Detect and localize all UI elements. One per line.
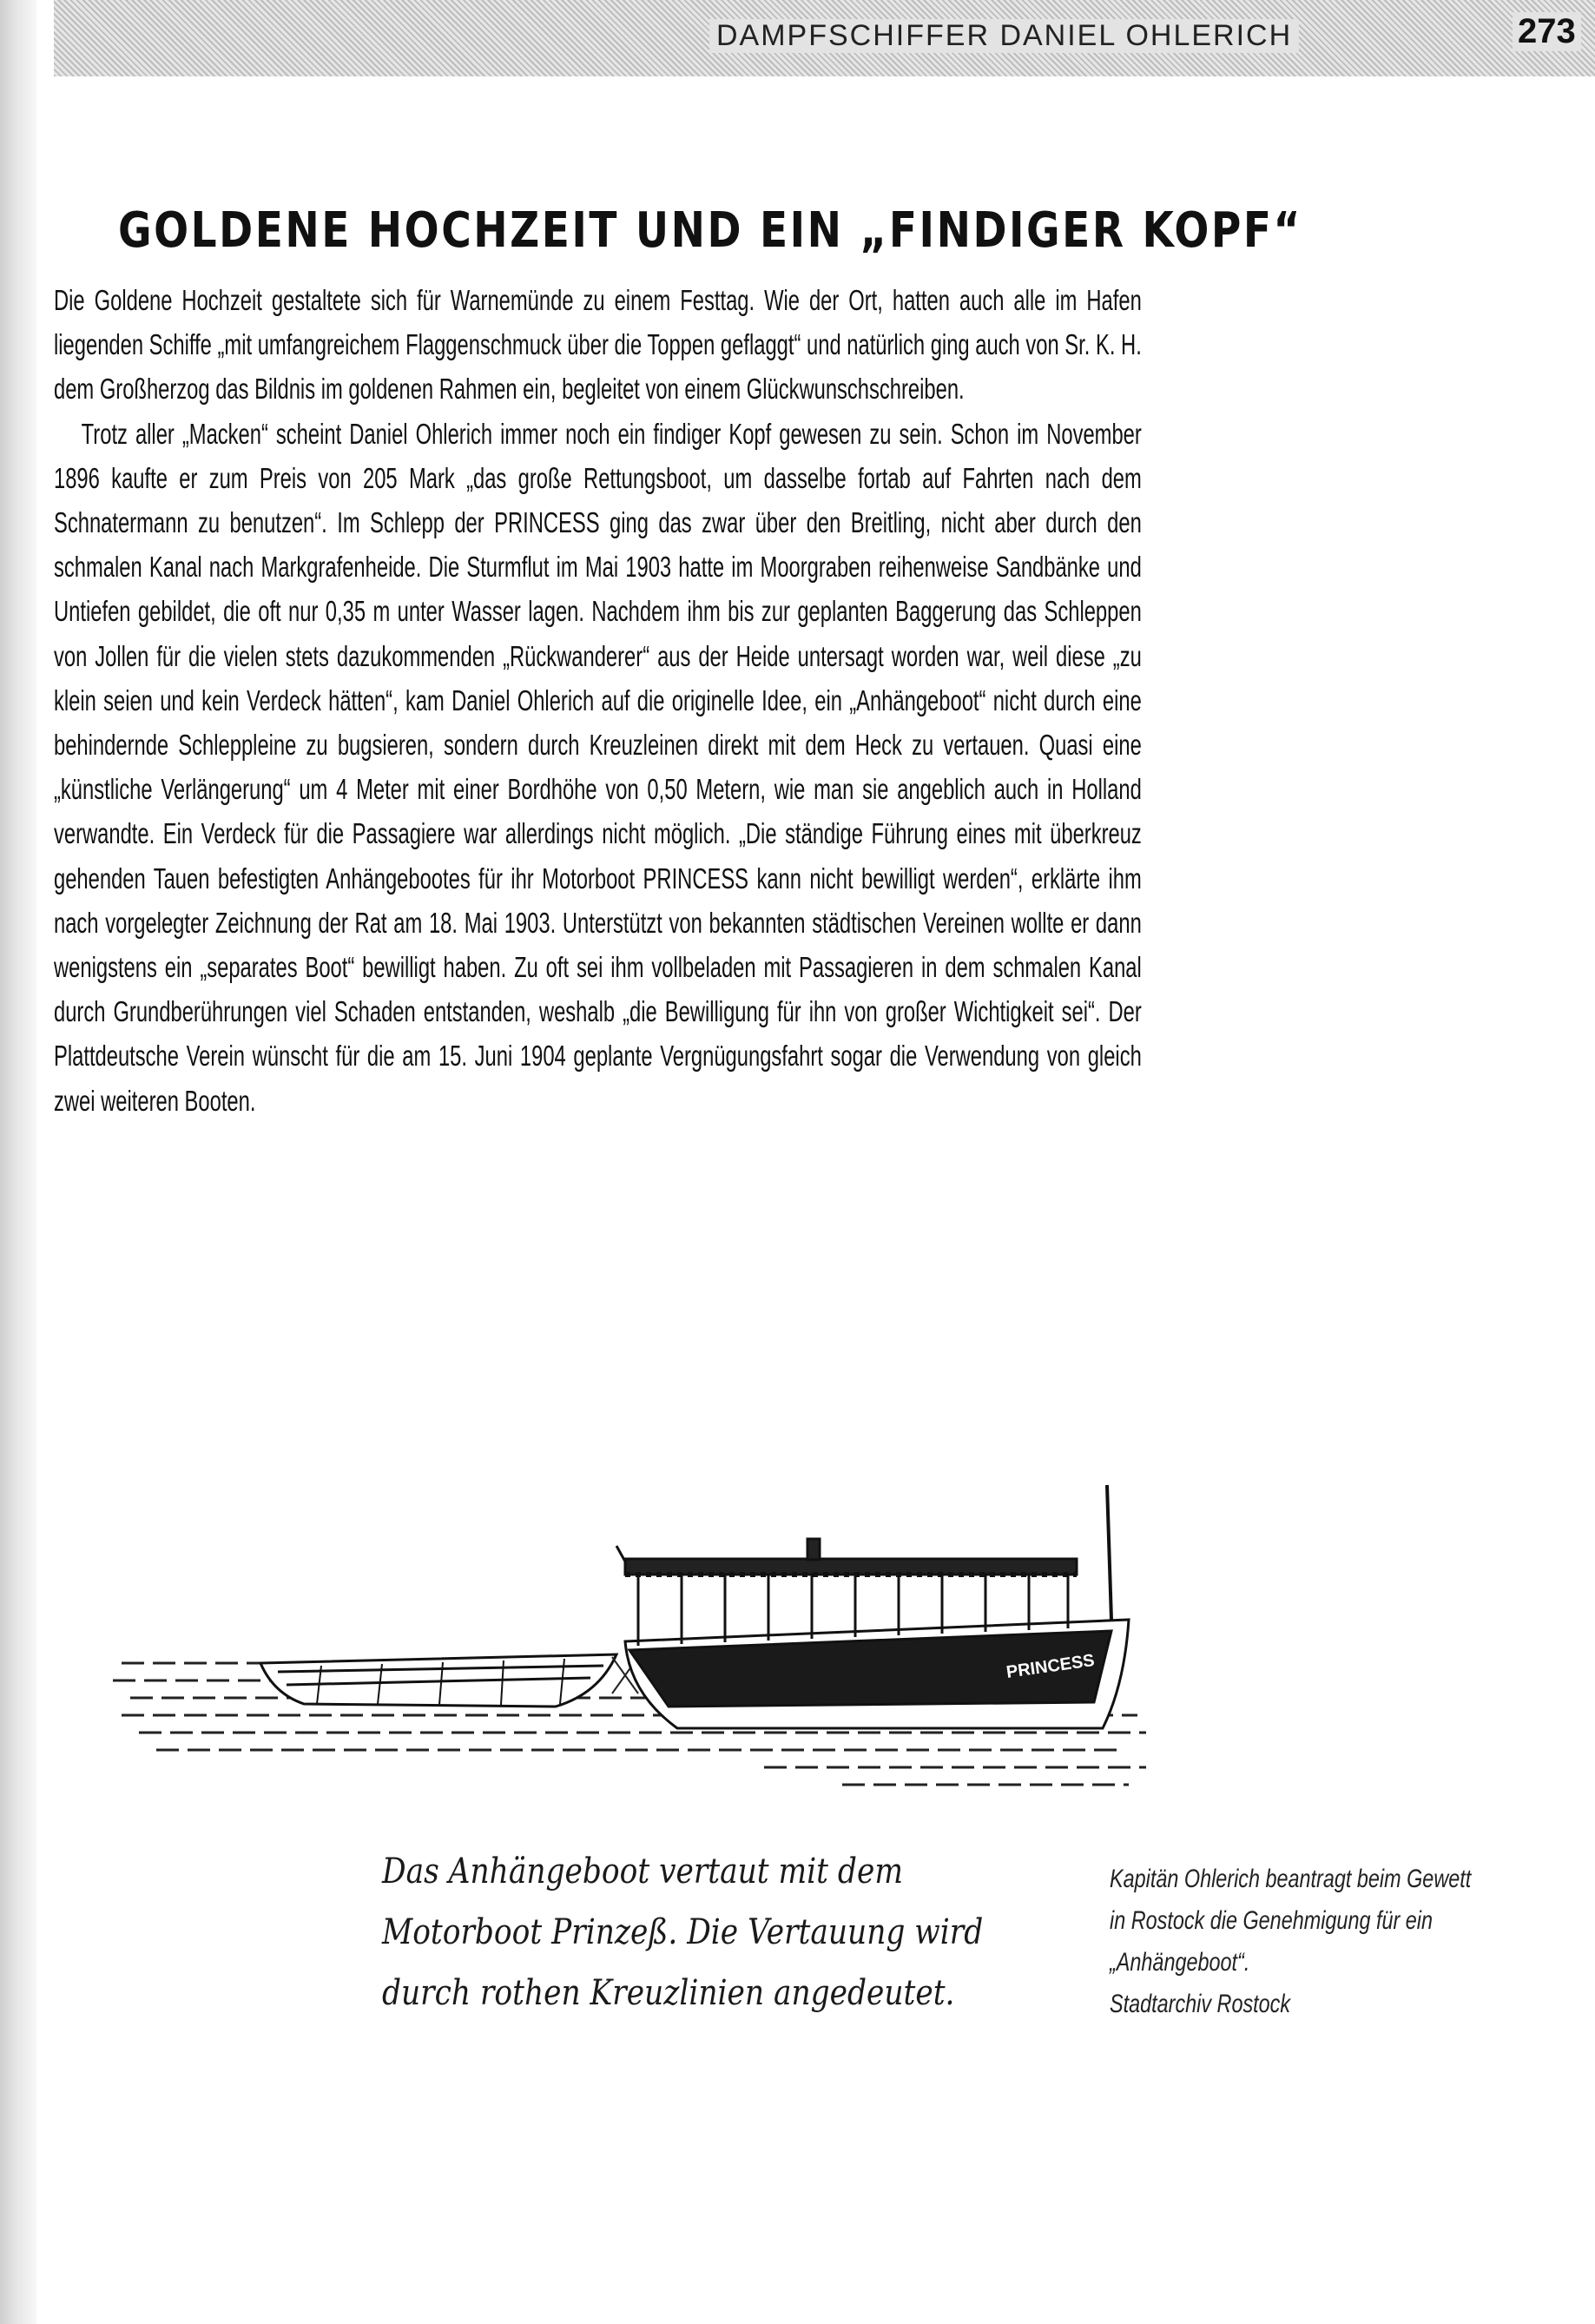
page-gutter-shadow	[0, 0, 36, 2324]
running-title: DAMPFSCHIFFER DANIEL OHLERICH	[709, 19, 1299, 53]
running-header	[54, 0, 1595, 76]
chapter-headline: GOLDENE HOCHZEIT UND EIN „FINDIGER KOPF“	[118, 201, 1302, 259]
image-caption	[1110, 1859, 1489, 2025]
caption-line-1: Kapitän Ohlerich beantragt beim Gewett	[1110, 1865, 1472, 1893]
handwritten-note	[382, 1841, 984, 2024]
caption-credit: Stadtarchiv Rostock	[1110, 1990, 1291, 2018]
boat-drawing	[104, 1476, 1207, 1806]
handwritten-line-1: Das Anhängeboot vertaut mit dem	[382, 1852, 903, 1892]
handwritten-line-2: Motorboot Prinzeß. Die Vertauung wird	[382, 1912, 984, 1952]
caption-line-2: in Rostock die Genehmigung für ein	[1110, 1906, 1434, 1935]
paragraph-1: Die Goldene Hochzeit gestaltete sich für Warnemünde zu einem Festtag. Wie der Ort, hatten auch alle im Hafen liegenden Schiffe „mit umfangreichem Flaggenschmuck über die Toppen geflaggt“ und natürlich ging auch von Sr. K. H. dem Großherzog das Bildnis im goldenen Rahmen ein, begleitet von einem Glückwunschschreiben.	[54, 284, 1142, 406]
motor-boat-princess	[616, 1485, 1129, 1728]
boat-name-label: PRINCESS	[1005, 1650, 1096, 1682]
rowing-boat	[260, 1654, 616, 1707]
handwritten-line-3: durch rothen Kreuzlinien angedeutet.	[382, 1973, 955, 2013]
caption-line-3: „Anhängeboot“.	[1110, 1948, 1250, 1977]
paragraph-2: Trotz aller „Macken“ scheint Daniel Ohlerich immer noch ein findiger Kopf gewesen zu sein. Schon im November 1896 kaufte er zum Preis von 205 Mark „das große Rettungsboot, um dasselbe fortab auf Fahrten nach dem Schnatermann zu benutzen“. Im Schlepp der PRINCESS ging das zwar über den Breitling, nicht aber durch den schmalen Kanal nach Markgrafenheide. Die Sturmflut im Mai 1903 hatte im Moorgraben reihenweise Sandbänke und Untiefen gebildet, die oft nur 0,35 m unter Wasser lagen. Nachdem ihm bis zur geplanten Baggerung das Schleppen von Jollen für die vielen stets dazukommenden „Rückwanderer“ aus der Heide untersagt worden war, weil diese „zu klein seien und kein Verdeck hätten“, kam Daniel Ohlerich auf die originelle Idee, ein „Anhängeboot“ nicht durch eine behindernde Schleppleine zu bugsieren, sondern durch Kreuzleinen direkt mit dem Heck zu vertauen. Quasi eine „künstliche Verlängerung“ um 4 Meter mit einer Bordhöhe von 0,50 Metern, wie man sie angeblich auch in Holland verwandte. Ein Verdeck für die Passagiere war allerdings nicht möglich. „Die ständige Führung eines mit überkreuz gehenden Tauen befestigten Anhängebootes für ihr Motorboot PRINCESS kann nicht bewilligt werden“, erklärte ihm nach vorgelegter Zeichnung der Rat am 18. Mai 1903. Unterstützt von bekannten städtischen Vereinen wollte er dann wenigstens ein „separates Boot“ bewilligt haben. Zu oft sei ihm vollbeladen mit Passagieren in dem schmalen Kanal durch Grundberührungen viel Schaden entstanden, weshalb „die Bewilligung für ihn von großer Wichtigkeit sei“. Der Plattdeutsche Verein wünscht für die am 15. Juni 1904 geplante Vergnügungsfahrt sogar die Verwendung von gleich zwei weiteren Booten.	[54, 417, 1142, 1117]
page-number: 273	[1513, 12, 1581, 51]
body-text	[54, 278, 1142, 1123]
